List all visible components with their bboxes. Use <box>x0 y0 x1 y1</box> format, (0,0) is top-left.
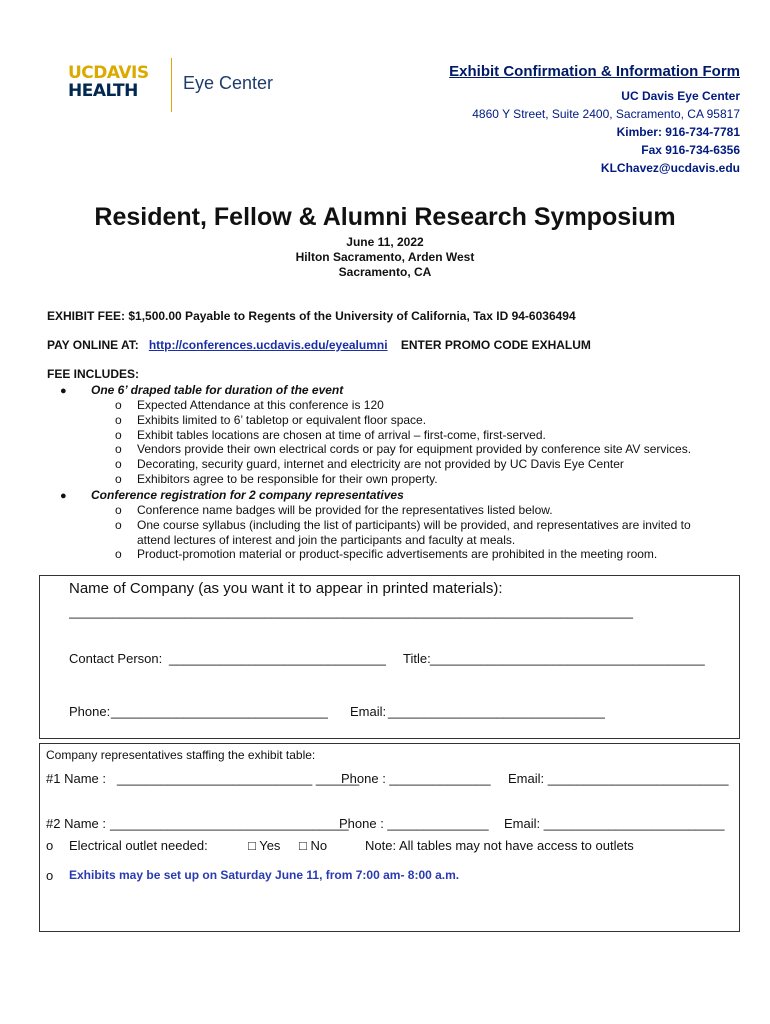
logo-eye-center: Eye Center <box>183 73 274 93</box>
sub-item-text: Conference name badges will be provided for the representatives listed below. <box>137 503 553 517</box>
rep1-email-field[interactable]: Email: _________________________ <box>508 771 729 786</box>
sub-item-text: attend lectures of interest and join the participants and faculty at meals. <box>137 532 516 547</box>
logo-uc: UC <box>68 63 94 83</box>
title-field[interactable]: ______________________________________ <box>430 651 705 666</box>
event-city: Sacramento, CA <box>338 265 432 279</box>
fee-includes-label: FEE INCLUDES: <box>47 367 140 381</box>
email-field[interactable]: ______________________________ <box>388 704 605 719</box>
sub-marker: o <box>115 412 122 427</box>
outlet-yes-checkbox[interactable]: □ Yes <box>248 838 281 853</box>
phone-label: Phone: <box>69 704 111 719</box>
sub-item <box>115 428 691 443</box>
rep2-phone-field[interactable]: Phone : ______________ <box>339 816 489 831</box>
outlet-marker: o <box>46 838 54 853</box>
sub-item <box>115 442 691 457</box>
sub-marker: o <box>115 547 122 562</box>
contact-email: KLChavez@ucdavis.edu <box>600 161 740 175</box>
contact-person-label: Contact Person: <box>69 651 163 666</box>
includes-item-2-title: Conference registration for 2 company representatives <box>91 488 404 502</box>
includes-item-1 <box>60 383 344 399</box>
event-venue: Hilton Sacramento, Arden West <box>295 250 475 264</box>
pay-online <box>47 338 591 352</box>
bullet: ● <box>60 385 67 397</box>
sub-item-text: One course syllabus (including the list of participants) will be provided, and representatives are invited to <box>137 517 691 532</box>
includes-item-1-title: One 6’ draped table for duration of the event <box>91 383 344 397</box>
sub-item <box>115 413 691 428</box>
sub-item-text: Decorating, security guard, internet and electricity are not provided by UC Davis Eye Center <box>137 457 624 472</box>
sub-item <box>115 457 691 472</box>
sub-marker: o <box>115 427 122 442</box>
sub-item <box>115 398 691 413</box>
pay-online-link[interactable]: http://conferences.ucdavis.edu/eyealumni <box>148 338 388 352</box>
sub-marker: o <box>115 398 122 412</box>
sub-item-text: Expected Attendance at this conference is 120 <box>137 398 384 412</box>
phone-field[interactable]: ______________________________ <box>111 704 328 719</box>
sub-marker: o <box>115 503 122 517</box>
outlet-label: Electrical outlet needed: <box>69 838 208 853</box>
rep2-name-field[interactable]: _________________________________ <box>110 816 349 831</box>
logo-divider <box>171 58 172 112</box>
sub-item-text: Exhibit tables locations are chosen at time of arrival – first-come, first-served. <box>137 427 546 442</box>
sub-item-text: Exhibits limited to 6’ tabletop or equivalent floor space. <box>137 412 427 427</box>
logo-davis: DAVIS <box>93 63 149 83</box>
rep1-phone-field[interactable]: Phone : ______________ <box>341 771 491 786</box>
includes-item-1-subitems <box>115 398 691 487</box>
sub-item <box>115 518 691 533</box>
includes-item-2-subitems <box>115 503 691 562</box>
sub-item-text: Vendors provide their own electrical cords or pay for equipment provided by conference site AV services. <box>137 442 692 457</box>
outlet-no-checkbox[interactable]: □ No <box>299 838 328 853</box>
sub-marker: o <box>115 457 122 472</box>
sub-item-text: Product-promotion material or product-specific advertisements are prohibited in the meeting room. <box>137 547 658 562</box>
email-label: Email: <box>350 704 387 719</box>
contact-fax: Fax 916-734-6356 <box>641 143 740 157</box>
sub-marker: o <box>115 517 122 532</box>
sub-marker: o <box>115 442 122 457</box>
rep1-name-label: #1 Name : <box>46 771 106 786</box>
form-title: Exhibit Confirmation & Information Form <box>449 63 740 80</box>
event-title: Resident, Fellow & Alumni Research Symposium <box>94 203 676 231</box>
company-name-field[interactable]: ______________________________________________________________________________ <box>69 604 633 619</box>
org-name: UC Davis Eye Center <box>621 89 740 103</box>
includes-item-2 <box>60 488 404 504</box>
sub-item <box>115 472 691 487</box>
pay-online-label: PAY ONLINE AT: <box>47 338 139 352</box>
sub-item <box>115 547 691 562</box>
rep2-email-field[interactable]: Email: _________________________ <box>504 816 725 831</box>
promo-code: ENTER PROMO CODE EXHALUM <box>400 338 591 352</box>
event-date: June 11, 2022 <box>346 235 424 249</box>
contact-person-field[interactable]: ______________________________ <box>169 651 386 666</box>
rep2-name-label: #2 Name : <box>46 816 106 831</box>
setup-marker: o <box>46 868 54 883</box>
ucdavis-health-logo <box>68 64 149 100</box>
exhibit-fee: EXHIBIT FEE: $1,500.00 Payable to Regents of the University of California, Tax ID 94-6036494 <box>47 309 576 323</box>
rep1-name-field[interactable]: ___________________________ ______ <box>117 771 360 786</box>
sub-marker: o <box>115 471 122 486</box>
outlet-note: Note: All tables may not have access to outlets <box>365 838 634 853</box>
sub-item <box>115 503 691 518</box>
company-name-label: Name of Company (as you want it to appear in printed materials): <box>69 580 503 597</box>
contact-phone: Kimber: 916-734-7781 <box>616 125 740 139</box>
logo-health: HEALTH <box>68 81 138 101</box>
sub-item <box>115 533 691 548</box>
org-address: 4860 Y Street, Suite 2400, Sacramento, CA 95817 <box>472 107 740 121</box>
bullet: ● <box>60 490 67 502</box>
reps-heading: Company representatives staffing the exhibit table: <box>46 748 316 762</box>
sub-item-text: Exhibitors agree to be responsible for their own property. <box>137 471 438 486</box>
setup-note: Exhibits may be set up on Saturday June 11, from 7:00 am- 8:00 a.m. <box>69 868 460 882</box>
title-label: Title: <box>403 651 431 666</box>
